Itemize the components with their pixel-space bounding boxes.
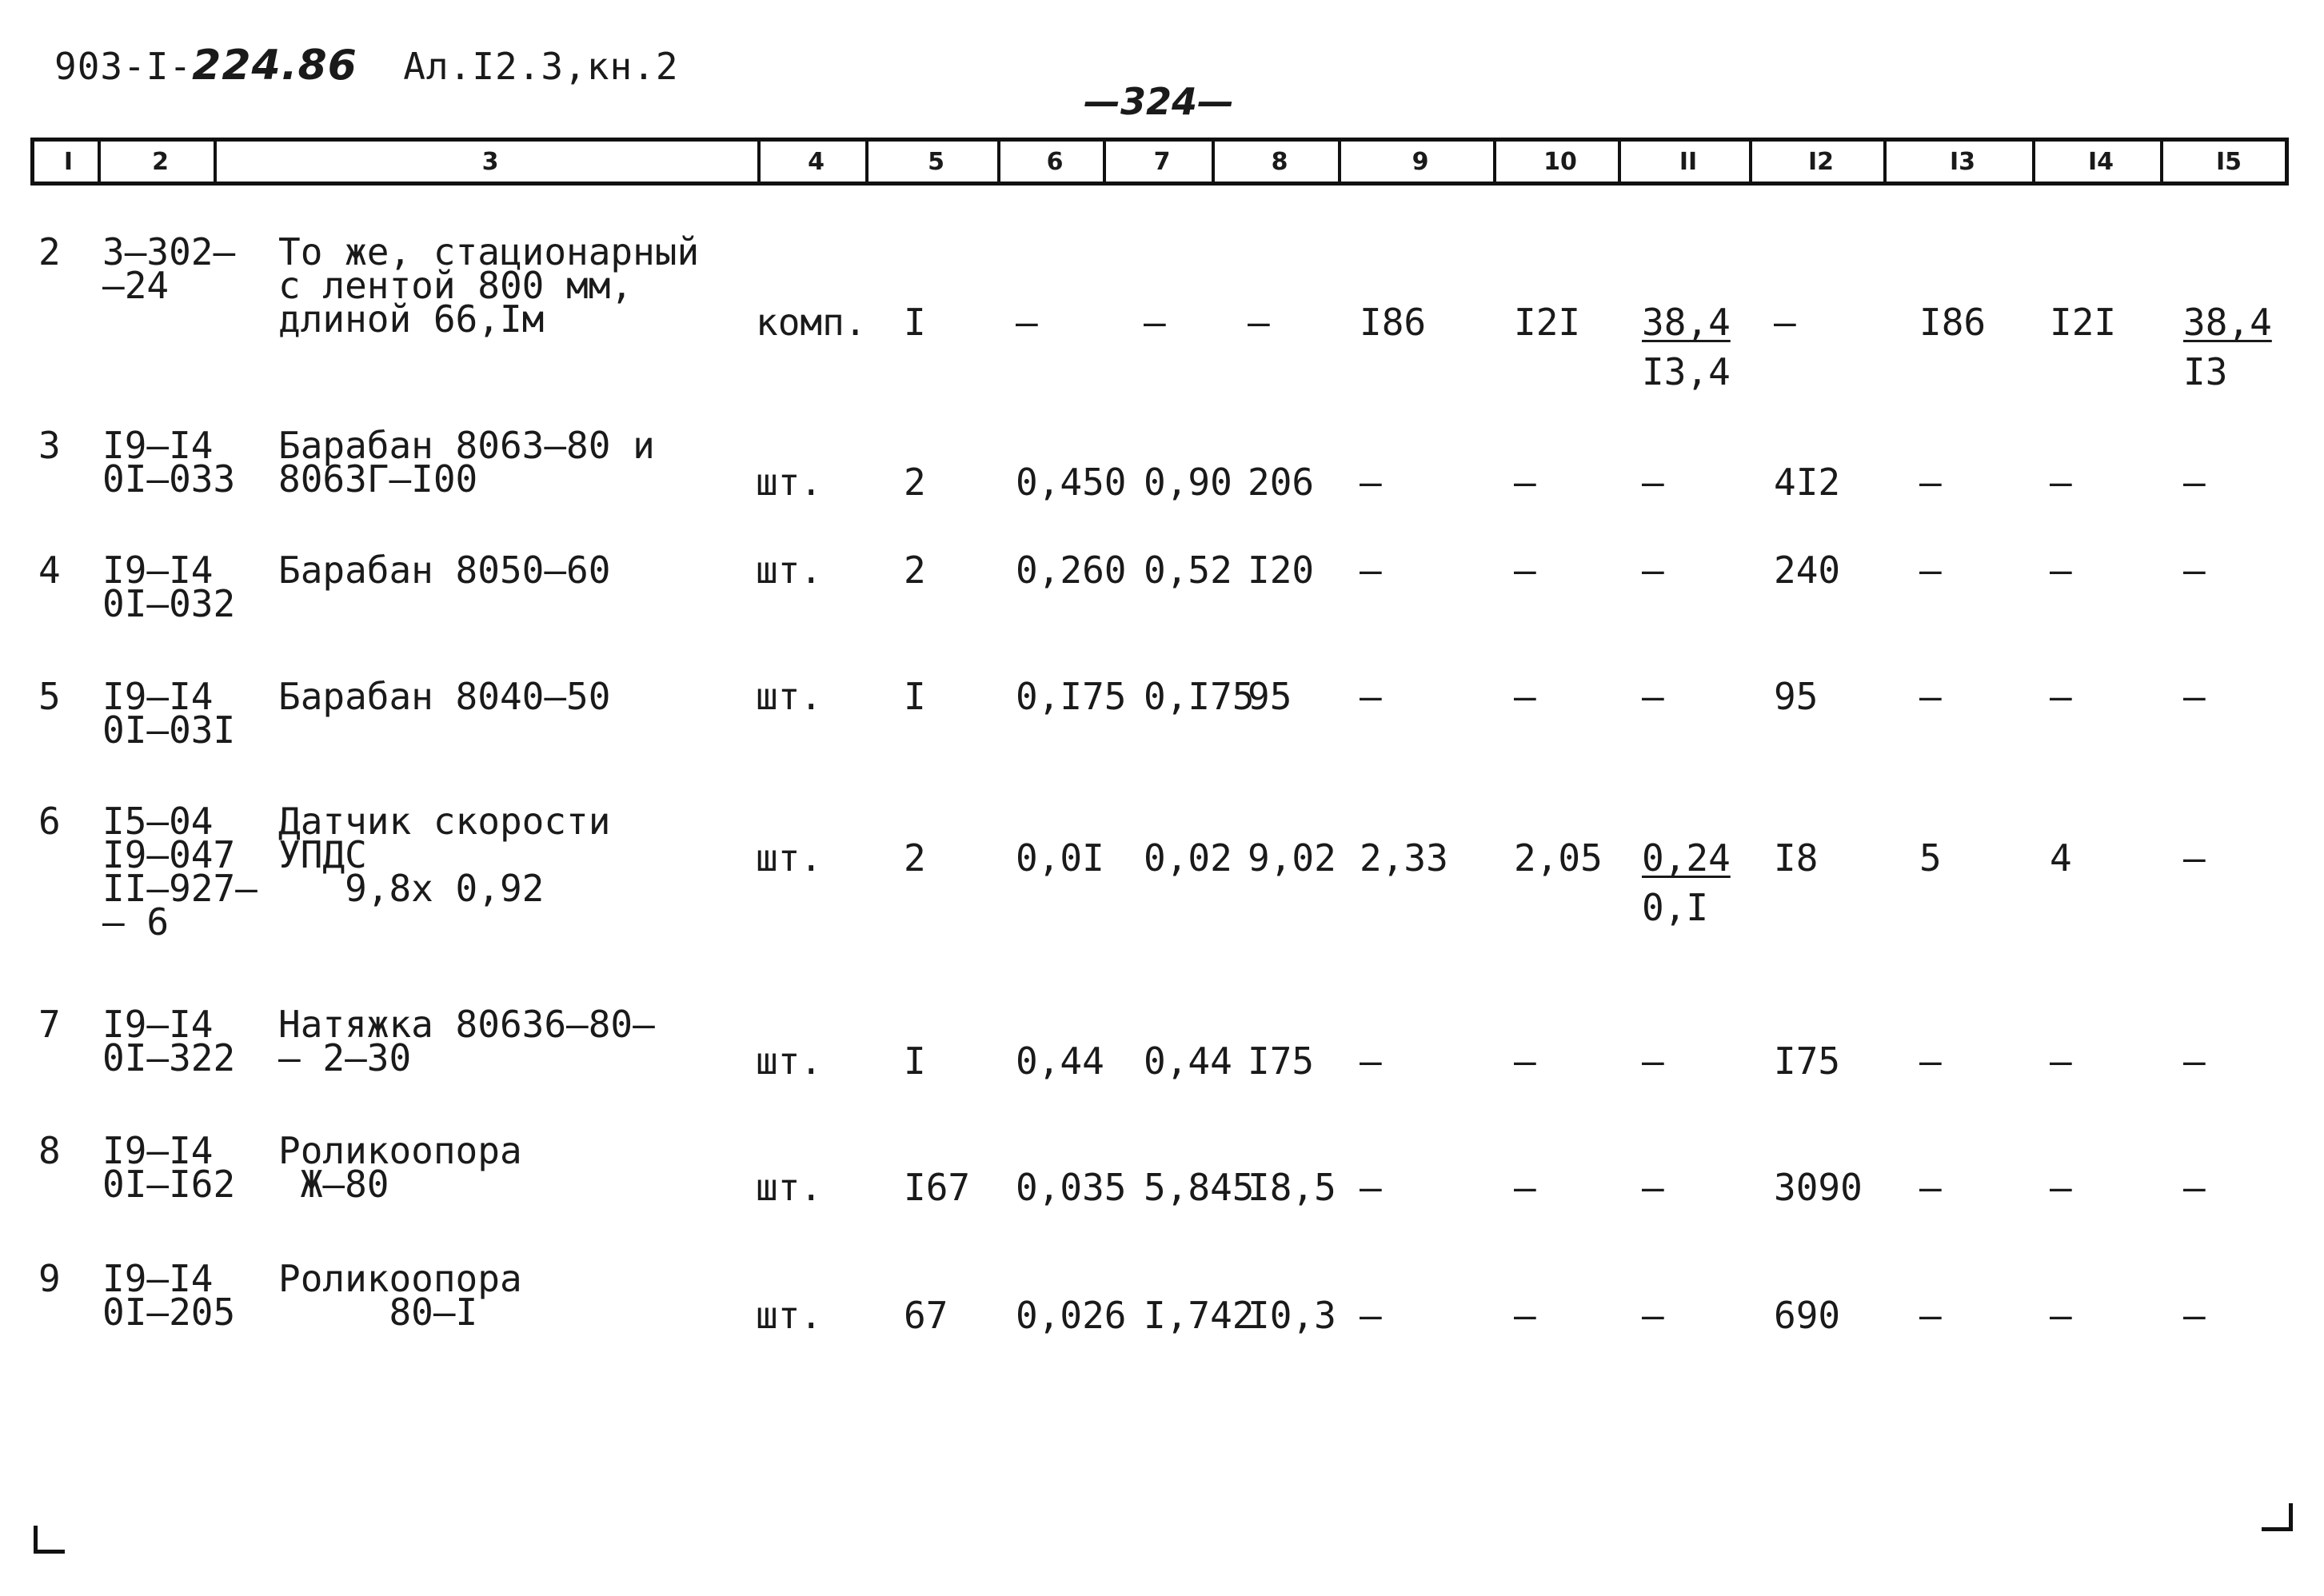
row-unit: шт. xyxy=(756,1166,823,1209)
row-col-7: I,742 xyxy=(1144,1294,1255,1337)
row-number: 8 xyxy=(38,1129,61,1172)
row-col-14: – xyxy=(2050,1166,2072,1209)
row-name-line: – 2–30 xyxy=(278,1036,412,1079)
row-col-12: I8 xyxy=(1774,836,1819,880)
row-col-9: – xyxy=(1360,675,1382,718)
document-code xyxy=(54,42,679,90)
column-separator xyxy=(2160,142,2163,182)
row-col-7: 5,845 xyxy=(1144,1166,1255,1209)
row-name-line: Датчик скорости xyxy=(278,800,611,843)
row-number: 4 xyxy=(38,549,61,592)
column-header-13: I3 xyxy=(1949,147,1976,176)
row-unit: шт. xyxy=(756,836,823,880)
row-col-15: – xyxy=(2183,1294,2206,1337)
row-code-line: I9–I4 xyxy=(102,1003,214,1046)
row-col-11-fraction-denominator: I3,4 xyxy=(1642,350,1731,393)
column-separator xyxy=(1212,142,1215,182)
row-col-13: 5 xyxy=(1919,836,1942,880)
row-col-8: I20 xyxy=(1248,549,1315,592)
row-col-15: – xyxy=(2183,675,2206,718)
column-header-7: 7 xyxy=(1153,147,1171,176)
row-code-line: 0I–205 xyxy=(102,1291,236,1334)
row-name-line: с лентой 800 мм, xyxy=(278,264,633,307)
row-col-14: – xyxy=(2050,461,2072,504)
row-col-11: – xyxy=(1642,1294,1664,1337)
row-col-11: – xyxy=(1642,1166,1664,1209)
row-name-line: Барабан 8063–80 и xyxy=(278,424,655,467)
corner-mark-bottom-right xyxy=(2262,1503,2293,1531)
row-col-10: – xyxy=(1514,1039,1536,1083)
row-col-13: – xyxy=(1919,1166,1942,1209)
column-header-2: 2 xyxy=(152,147,169,176)
row-col-15-fraction-numerator: 38,4 xyxy=(2183,301,2272,344)
row-col-10: – xyxy=(1514,461,1536,504)
column-separator xyxy=(2032,142,2035,182)
column-header-15: I5 xyxy=(2215,147,2242,176)
row-code-line: I9–I4 xyxy=(102,675,214,718)
column-header-11: II xyxy=(1679,147,1698,176)
row-quantity: 2 xyxy=(904,549,926,592)
row-code-line: I5–04 xyxy=(102,800,214,843)
row-name-line: Роликоопора xyxy=(278,1129,522,1172)
column-header-1: I xyxy=(63,147,74,176)
row-name-line: Барабан 8040–50 xyxy=(278,675,611,718)
row-col-8: I0,3 xyxy=(1248,1294,1336,1337)
row-name-line: 9,8х 0,92 xyxy=(278,867,545,910)
row-col-6: 0,026 xyxy=(1016,1294,1127,1337)
page-number: —324— xyxy=(1084,80,1235,123)
row-col-6: – xyxy=(1016,301,1038,344)
column-header-14: I4 xyxy=(2087,147,2114,176)
row-number: 7 xyxy=(38,1003,61,1046)
row-quantity: I xyxy=(904,301,926,344)
row-unit: шт. xyxy=(756,461,823,504)
row-col-8: 95 xyxy=(1248,675,1292,718)
row-col-9: – xyxy=(1360,461,1382,504)
column-header-6: 6 xyxy=(1046,147,1064,176)
row-unit: шт. xyxy=(756,549,823,592)
column-header-9: 9 xyxy=(1412,147,1429,176)
row-col-8: I8,5 xyxy=(1248,1166,1336,1209)
row-col-9: – xyxy=(1360,1039,1382,1083)
row-name-line: То же, стационарный xyxy=(278,230,700,273)
row-code-line: 0I–033 xyxy=(102,457,236,501)
row-quantity: I67 xyxy=(904,1166,971,1209)
row-code-line: 0I–322 xyxy=(102,1036,236,1079)
row-code-line: I9–I4 xyxy=(102,1257,214,1300)
row-col-10: I2I xyxy=(1514,301,1581,344)
row-name-line: 8063Г–I00 xyxy=(278,457,478,501)
row-col-6: 0,260 xyxy=(1016,549,1127,592)
row-col-9: – xyxy=(1360,1166,1382,1209)
doc-number: 224.86 xyxy=(192,42,357,90)
row-col-12: 3090 xyxy=(1774,1166,1863,1209)
row-col-11-fraction xyxy=(1642,836,1731,929)
row-col-14: – xyxy=(2050,675,2072,718)
row-col-15-fraction xyxy=(2183,301,2272,393)
column-separator xyxy=(1103,142,1106,182)
row-col-8: I75 xyxy=(1248,1039,1315,1083)
row-quantity: 2 xyxy=(904,836,926,880)
column-header-8: 8 xyxy=(1271,147,1288,176)
row-col-15: – xyxy=(2183,461,2206,504)
column-separator xyxy=(1338,142,1341,182)
row-col-10: – xyxy=(1514,675,1536,718)
row-col-10: 2,05 xyxy=(1514,836,1603,880)
row-col-15: – xyxy=(2183,836,2206,880)
row-col-8: 9,02 xyxy=(1248,836,1336,880)
row-col-7: 0,90 xyxy=(1144,461,1232,504)
row-name-line: Роликоопора xyxy=(278,1257,522,1300)
row-col-6: 0,44 xyxy=(1016,1039,1104,1083)
row-col-11-fraction-numerator: 0,24 xyxy=(1642,836,1731,880)
row-code-line: –24 xyxy=(102,264,170,307)
column-separator xyxy=(865,142,869,182)
row-col-7: 0,02 xyxy=(1144,836,1232,880)
row-col-11: – xyxy=(1642,549,1664,592)
doc-suffix: Ал.I2.3,кн.2 xyxy=(403,45,679,88)
row-code-line: 3–302– xyxy=(102,230,236,273)
row-col-11-fraction xyxy=(1642,301,1731,393)
row-col-11-fraction-numerator: 38,4 xyxy=(1642,301,1731,344)
row-col-14: – xyxy=(2050,1039,2072,1083)
row-unit: шт. xyxy=(756,1294,823,1337)
column-separator xyxy=(1493,142,1496,182)
column-header-row xyxy=(30,138,2289,186)
row-col-15: – xyxy=(2183,549,2206,592)
row-col-6: 0,I75 xyxy=(1016,675,1127,718)
row-name-line: 80–I xyxy=(278,1291,478,1334)
row-col-7: 0,52 xyxy=(1144,549,1232,592)
row-col-12: I75 xyxy=(1774,1039,1841,1083)
row-name-line: Натяжка 80636–80– xyxy=(278,1003,655,1046)
row-number: 9 xyxy=(38,1257,61,1300)
row-quantity: I xyxy=(904,1039,926,1083)
row-col-7: 0,I75 xyxy=(1144,675,1255,718)
row-number: 2 xyxy=(38,230,61,273)
row-col-14: – xyxy=(2050,1294,2072,1337)
row-number: 5 xyxy=(38,675,61,718)
column-separator xyxy=(1618,142,1621,182)
column-separator xyxy=(214,142,217,182)
row-col-8: – xyxy=(1248,301,1270,344)
column-separator xyxy=(1749,142,1752,182)
row-col-14: – xyxy=(2050,549,2072,592)
row-col-13: – xyxy=(1919,549,1942,592)
row-code-line: 0I–03I xyxy=(102,708,236,752)
row-unit: шт. xyxy=(756,1039,823,1083)
column-header-12: I2 xyxy=(1807,147,1835,176)
row-col-14: 4 xyxy=(2050,836,2072,880)
column-separator xyxy=(757,142,761,182)
row-col-10: – xyxy=(1514,549,1536,592)
row-code-line: 0I–032 xyxy=(102,582,236,625)
row-name-line: Барабан 8050–60 xyxy=(278,549,611,592)
column-separator xyxy=(98,142,101,182)
row-col-7: – xyxy=(1144,301,1166,344)
row-col-11-fraction-denominator: 0,I xyxy=(1642,886,1709,929)
row-code-line: 0I–I62 xyxy=(102,1163,236,1206)
corner-mark-bottom-left xyxy=(34,1526,65,1554)
row-unit: шт. xyxy=(756,675,823,718)
column-header-10: 10 xyxy=(1543,147,1577,176)
row-col-12: 240 xyxy=(1774,549,1841,592)
row-col-13: – xyxy=(1919,1294,1942,1337)
row-col-13: – xyxy=(1919,461,1942,504)
row-quantity: 67 xyxy=(904,1294,948,1337)
row-code-line: II–927– xyxy=(102,867,258,910)
row-col-11: – xyxy=(1642,461,1664,504)
row-code-line: I9–I4 xyxy=(102,549,214,592)
row-name-line: УПДС xyxy=(278,833,367,876)
row-col-6: 0,0I xyxy=(1016,836,1104,880)
column-header-5: 5 xyxy=(928,147,944,176)
row-number: 6 xyxy=(38,800,61,843)
row-col-6: 0,035 xyxy=(1016,1166,1127,1209)
row-col-12: 95 xyxy=(1774,675,1819,718)
row-col-11: – xyxy=(1642,675,1664,718)
row-unit: комп. xyxy=(756,301,867,344)
row-col-8: 206 xyxy=(1248,461,1315,504)
row-quantity: I xyxy=(904,675,926,718)
row-col-15: – xyxy=(2183,1166,2206,1209)
column-separator xyxy=(1883,142,1887,182)
row-col-9: I86 xyxy=(1360,301,1427,344)
row-col-10: – xyxy=(1514,1166,1536,1209)
row-col-13: I86 xyxy=(1919,301,1987,344)
row-code-line: – 6 xyxy=(102,900,170,944)
row-col-7: 0,44 xyxy=(1144,1039,1232,1083)
row-quantity: 2 xyxy=(904,461,926,504)
row-name-line: длиной 66,Iм xyxy=(278,297,545,341)
row-col-12: – xyxy=(1774,301,1796,344)
column-header-3: 3 xyxy=(481,147,499,176)
row-col-10: – xyxy=(1514,1294,1536,1337)
row-code-line: I9–I4 xyxy=(102,424,214,467)
row-col-12: 4I2 xyxy=(1774,461,1841,504)
row-number: 3 xyxy=(38,424,61,467)
column-header-4: 4 xyxy=(808,147,825,176)
column-separator xyxy=(997,142,1000,182)
row-col-14: I2I xyxy=(2050,301,2117,344)
doc-prefix: 903-I- xyxy=(54,45,193,88)
row-name-line: Ж–80 xyxy=(278,1163,389,1206)
row-col-12: 690 xyxy=(1774,1294,1841,1337)
row-col-15: – xyxy=(2183,1039,2206,1083)
row-code-line: I9–I4 xyxy=(102,1129,214,1172)
row-col-13: – xyxy=(1919,1039,1942,1083)
row-col-6: 0,450 xyxy=(1016,461,1127,504)
row-col-9: 2,33 xyxy=(1360,836,1448,880)
row-col-9: – xyxy=(1360,549,1382,592)
row-code-line: I9–047 xyxy=(102,833,236,876)
row-col-15-fraction-denominator: I3 xyxy=(2183,350,2228,393)
row-col-9: – xyxy=(1360,1294,1382,1337)
row-col-11: – xyxy=(1642,1039,1664,1083)
row-col-13: – xyxy=(1919,675,1942,718)
